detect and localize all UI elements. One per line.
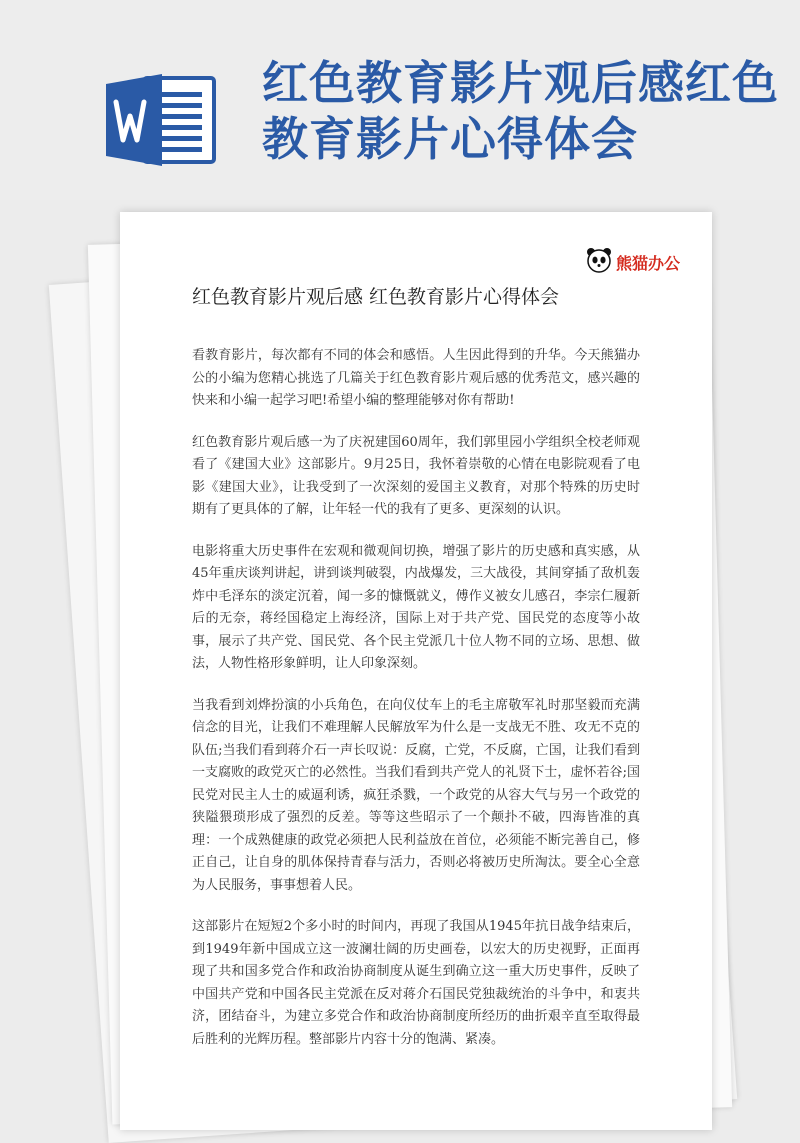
header-banner — [0, 0, 800, 200]
paragraph: 看教育影片，每次都有不同的体会和感悟。人生因此得到的升华。今天熊猫办公的小编为您精心挑选了几篇关于红色教育影片观后感的优秀范文，感兴趣的快来和小编一起学习吧!希望小编的整理能够对你有帮助! — [192, 348, 640, 408]
page-title: 红色教育影片观后感红色教育影片心得体会 — [262, 56, 779, 166]
document-title: 红色教育影片观后感 红色教育影片心得体会 — [192, 286, 560, 308]
document-page — [120, 212, 712, 1130]
word-document-icon — [106, 70, 221, 170]
paragraph: 红色教育影片观后感一为了庆祝建国60周年，我们郭里园小学组织全校老师观看了《建国大业》这部影片。9月25日，我怀着崇敬的心情在电影院观看了电影《建国大业》，让我受到了一次深刻的爱国主义教育，对那个特殊的历史时期有了更具体的了解，让年轻一代的我有了更多、更深刻的认识。 — [192, 434, 640, 517]
paragraph: 电影将重大历史事件在宏观和微观间切换，增强了影片的历史感和真实感，从45年重庆谈判讲起，讲到谈判破裂，内战爆发，三大战役，其间穿插了敌机轰炸中毛泽东的淡定沉着，闻一多的慷慨就义，傅作义被女儿感召，李宗仁履新后的无奈，蒋经国稳定上海经济，国际上对于共产党、国民党的态度等小故事，展示了共产党、国民党、各个民主党派几十位人物不同的立场、思想、做法，人物性格形象鲜明，让人印象深刻。 — [192, 543, 640, 671]
document-body — [192, 345, 640, 1070]
panda-icon — [586, 247, 612, 277]
paragraph: 这部影片在短短2个多小时的时间内，再现了我国从1945年抗日战争结束后，到1949年新中国成立这一波澜壮阔的历史画卷，以宏大的历史视野，正面再现了共和国多党合作和政治协商制度从诞生到确立这一重大历史事件，反映了中国共产党和中国各民主党派在反对蒋介石国民党独裁统治的斗争中，和衷共济，团结奋斗，为建立多党合作和政治协商制度所经历的曲折艰辛直至取得最后胜利的光辉历程。整部影片内容十分的饱满、紧凑。 — [192, 919, 640, 1047]
brand-logo — [586, 246, 680, 278]
paragraph: 当我看到刘烨扮演的小兵角色，在向仪仗车上的毛主席敬军礼时那坚毅而充满信念的目光，让我们不难理解人民解放军为什么是一支战无不胜、攻无不克的队伍;当我们看到蒋介石一声长叹说：反腐，亡党，不反腐，亡国，让我们看到一支腐败的政党灭亡的必然性。当我们看到共产党人的礼贤下士，虚怀若谷;国民党对民主人士的威逼利诱，疯狂杀戮，一个政党的从容大气与另一个政党的狭隘猥琐形成了强烈的反差。等等这些昭示了一个颠扑不破，四海皆准的真理：一个成熟健康的政党必须把人民利益放在首位，必须能不断完善自己，修正自己，让自身的肌体保持青春与活力，否则必将被历史所淘汰。要全心全意为人民服务，事事想着人民。 — [192, 697, 640, 893]
brand-logo-text: 熊猫办公 — [615, 253, 680, 273]
